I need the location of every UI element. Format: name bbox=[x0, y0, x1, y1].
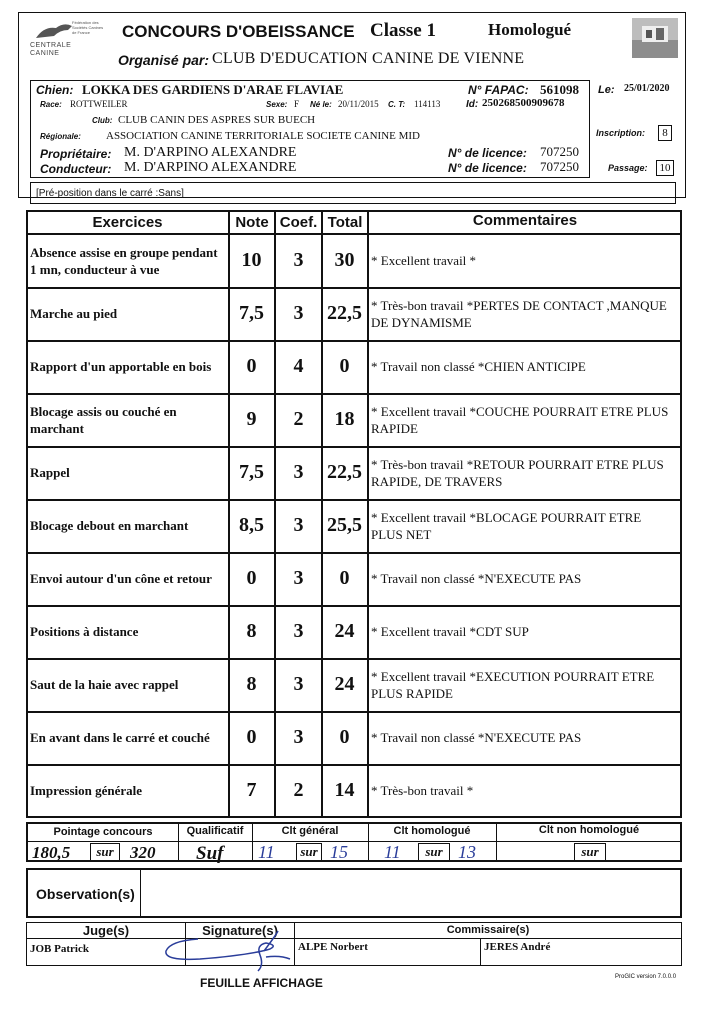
licence-label-2: N° de licence: bbox=[448, 161, 527, 175]
proprietaire-label: Propriétaire: bbox=[40, 147, 112, 161]
exercise-label: Absence assise en groupe pendant 1 mn, conducteur à vue bbox=[30, 244, 218, 277]
sexe-value: F bbox=[294, 99, 300, 109]
centrale-canine-logo bbox=[30, 18, 108, 62]
sur-label-4: sur bbox=[574, 843, 606, 861]
sur-label-3: sur bbox=[418, 843, 450, 861]
exercise-total: 0 bbox=[339, 354, 350, 377]
exercise-total: 25,5 bbox=[327, 513, 362, 536]
header-total: Total bbox=[327, 214, 363, 231]
exercise-note: 7,5 bbox=[239, 301, 264, 324]
id-label: Id: bbox=[466, 99, 479, 110]
passage-value: 10 bbox=[656, 160, 674, 176]
passage-label: Passage: bbox=[608, 163, 648, 173]
header-note: Note bbox=[235, 214, 269, 231]
pointage-max: 320 bbox=[130, 843, 156, 862]
commissaire-2: JERES André bbox=[484, 941, 551, 953]
ne-value: 20/11/2015 bbox=[338, 99, 379, 109]
exercise-coef: 4 bbox=[293, 354, 304, 377]
exercise-label: Saut de la haie avec rappel bbox=[30, 677, 179, 692]
exercise-label: Rappel bbox=[30, 465, 70, 480]
header-commentaires: Commentaires bbox=[472, 212, 578, 229]
exercise-note: 7 bbox=[246, 778, 257, 801]
exercise-label: Blocage debout en marchant bbox=[30, 518, 189, 533]
exercise-coef: 3 bbox=[293, 619, 304, 642]
exercise-coef: 3 bbox=[293, 248, 304, 271]
exercise-total: 24 bbox=[334, 619, 355, 642]
licence-value-2: 707250 bbox=[540, 159, 579, 174]
proprietaire-value: M. D'ARPINO ALEXANDRE bbox=[124, 145, 297, 160]
date-label: Le: bbox=[598, 84, 615, 96]
clt-non-homologue-label: Clt non homologué bbox=[538, 824, 640, 836]
observation-label: Observation(s) bbox=[36, 886, 135, 902]
clt-general-value: 11 bbox=[258, 842, 275, 862]
organizer-name: CLUB D'EDUCATION CANINE DE VIENNE bbox=[212, 50, 525, 67]
exercise-note: 7,5 bbox=[239, 460, 264, 483]
date-value: 25/01/2020 bbox=[624, 83, 670, 94]
exercise-total: 22,5 bbox=[327, 460, 362, 483]
exercise-coef: 2 bbox=[293, 407, 304, 430]
clt-homologue-total: 13 bbox=[458, 842, 476, 862]
exercise-label: En avant dans le carré et couché bbox=[30, 730, 210, 745]
exercise-label: Impression générale bbox=[30, 783, 143, 798]
exercise-label: Rapport d'un apportable en bois bbox=[30, 359, 212, 374]
exercise-comment: * Très-bon travail *RETOUR POURRAIT ETRE PLUS RAPIDE, DE TRAVERS bbox=[371, 456, 664, 489]
juge-name: JOB Patrick bbox=[30, 943, 89, 955]
exercise-coef: 3 bbox=[293, 513, 304, 536]
exercise-total: 22,5 bbox=[327, 301, 362, 324]
chien-name: LOKKA DES GARDIENS D'ARAE FLAVIAE bbox=[82, 82, 344, 97]
ct-label: C. T: bbox=[388, 100, 406, 109]
exercise-coef: 3 bbox=[293, 672, 304, 695]
exercise-coef: 3 bbox=[293, 725, 304, 748]
ne-label: Né le: bbox=[310, 100, 332, 109]
exercise-comment: * Excellent travail *BLOCAGE POURRAIT ETRE PLUS NET bbox=[371, 509, 642, 542]
exercise-total: 18 bbox=[334, 407, 355, 430]
logo-org-text: Fédération des Sociétés Canines de France bbox=[72, 20, 104, 35]
inscription-value: 8 bbox=[658, 125, 672, 141]
dog-photo bbox=[632, 18, 678, 58]
exercise-coef: 3 bbox=[293, 566, 304, 589]
exercise-comment: * Travail non classé *N'EXECUTE PAS bbox=[371, 571, 582, 586]
exercise-comment: * Excellent travail *EXECUTION POURRAIT ETRE PLUS RAPIDE bbox=[371, 668, 655, 701]
exercise-note: 0 bbox=[246, 725, 257, 748]
exercise-label: Blocage assis ou couché en marchant bbox=[30, 403, 177, 436]
exercise-comment: * Travail non classé *N'EXECUTE PAS bbox=[371, 730, 582, 745]
club-value: CLUB CANIN DES ASPRES SUR BUECH bbox=[118, 114, 316, 126]
exercise-comment: * Excellent travail *CDT SUP bbox=[371, 624, 529, 639]
clt-homologue-label: Clt homologué bbox=[393, 825, 471, 837]
juges-label: Juge(s) bbox=[82, 923, 130, 938]
inscription-label: Inscription: bbox=[596, 128, 645, 138]
pointage-value: 180,5 bbox=[32, 843, 71, 862]
exercise-total: 24 bbox=[334, 672, 355, 695]
page-title: CONCOURS D'OBEISSANCE bbox=[122, 22, 355, 41]
clt-general-label: Clt général bbox=[281, 825, 339, 837]
race-value: ROTTWEILER bbox=[70, 99, 128, 109]
exercise-coef: 3 bbox=[293, 460, 304, 483]
exercise-comment: * Travail non classé *CHIEN ANTICIPE bbox=[371, 359, 586, 374]
exercise-total: 0 bbox=[339, 725, 350, 748]
exercise-comment: * Très-bon travail *PERTES DE CONTACT ,MANQUE DE DYNAMISME bbox=[371, 297, 667, 330]
club-label: Club: bbox=[92, 116, 113, 125]
classe-label: Classe 1 bbox=[370, 20, 436, 41]
exercise-label: Envoi autour d'un cône et retour bbox=[30, 571, 212, 586]
chien-label: Chien: bbox=[36, 83, 74, 97]
exercise-note: 10 bbox=[241, 248, 262, 271]
sexe-label: Sexe: bbox=[266, 100, 288, 109]
conducteur-value: M. D'ARPINO ALEXANDRE bbox=[124, 160, 297, 175]
exercise-comment: * Excellent travail * bbox=[371, 253, 477, 268]
pointage-label: Pointage concours bbox=[53, 826, 153, 838]
exercise-comment: * Très-bon travail * bbox=[371, 783, 474, 798]
exercise-note: 9 bbox=[246, 407, 257, 430]
exercise-note: 8 bbox=[246, 672, 257, 695]
sur-label-2: sur bbox=[296, 843, 322, 861]
version-label: ProGIC version 7.0.0.0 bbox=[615, 974, 677, 980]
sur-label-1: sur bbox=[90, 843, 120, 861]
exercise-label: Positions à distance bbox=[30, 624, 139, 639]
exercise-total: 30 bbox=[334, 248, 355, 271]
clt-homologue-value: 11 bbox=[384, 842, 401, 862]
preposition-box: [Pré-position dans le carré :Sans] bbox=[30, 182, 676, 204]
commissaires-label: Commissaire(s) bbox=[446, 924, 530, 936]
signatures-label: Signature(s) bbox=[202, 923, 278, 938]
exercise-comment: * Excellent travail *COUCHE POURRAIT ETRE PLUS RAPIDE bbox=[371, 403, 669, 436]
exercise-note: 8,5 bbox=[239, 513, 264, 536]
regionale-label: Régionale: bbox=[40, 132, 81, 141]
judge-signature bbox=[160, 925, 300, 975]
exercise-note: 0 bbox=[246, 566, 257, 589]
qualificatif-value: Suf bbox=[196, 843, 224, 864]
licence-value-1: 707250 bbox=[540, 144, 579, 159]
exercise-total: 0 bbox=[339, 566, 350, 589]
id-value: 250268500909678 bbox=[482, 97, 565, 109]
exercise-coef: 2 bbox=[293, 778, 304, 801]
licence-label-1: N° de licence: bbox=[448, 146, 527, 160]
exercise-note: 8 bbox=[246, 619, 257, 642]
qualificatif-label: Qualificatif bbox=[186, 825, 244, 837]
header-exercices: Exercices bbox=[92, 214, 163, 231]
exercise-note: 0 bbox=[246, 354, 257, 377]
conducteur-label: Conducteur: bbox=[40, 162, 112, 176]
header-coef: Coef. bbox=[279, 214, 318, 231]
status-label: Homologué bbox=[488, 20, 572, 39]
commissaire-1: ALPE Norbert bbox=[298, 941, 368, 953]
race-label: Race: bbox=[40, 100, 62, 109]
exercise-total: 14 bbox=[334, 778, 355, 801]
fapac-value: 561098 bbox=[540, 82, 579, 97]
regionale-value: ASSOCIATION CANINE TERRITORIALE SOCIETE CANINE MID bbox=[106, 130, 420, 142]
ct-value: 114113 bbox=[414, 99, 441, 109]
feuille-affichage: FEUILLE AFFICHAGE bbox=[200, 976, 323, 990]
exercise-coef: 3 bbox=[293, 301, 304, 324]
logo-org-name: CENTRALE CANINE bbox=[30, 42, 72, 57]
exercise-label: Marche au pied bbox=[30, 306, 118, 321]
fapac-label: N° FAPAC: bbox=[468, 83, 529, 97]
clt-general-total: 15 bbox=[330, 842, 348, 862]
organized-label: Organisé par: bbox=[118, 52, 210, 68]
